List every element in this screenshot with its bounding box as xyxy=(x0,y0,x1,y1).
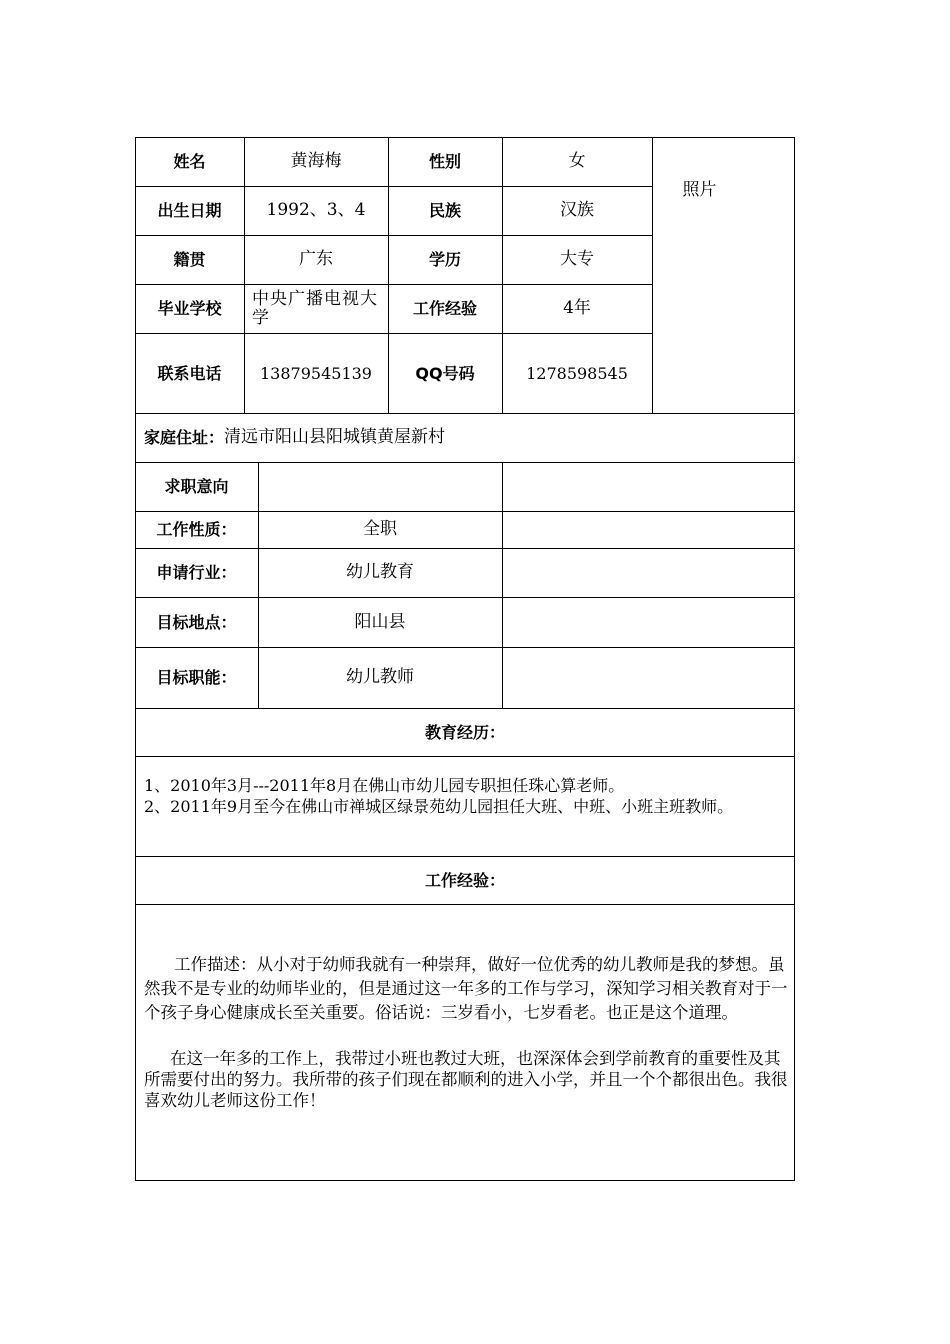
school-label: 毕业学校 xyxy=(157,299,222,318)
intent-value-location: 阳山县 xyxy=(354,611,406,632)
name-value: 黄海梅 xyxy=(290,151,342,171)
intent-label-location: 目标地点： xyxy=(156,612,237,632)
qq-label: QQ号码 xyxy=(415,363,475,383)
birth-value: 1992、3、4 xyxy=(266,200,366,220)
intent-value-work-type: 全职 xyxy=(363,519,397,539)
address-row xyxy=(144,413,784,462)
experience-label: 工作经验 xyxy=(412,299,477,318)
intent-label-industry: 申请行业： xyxy=(156,563,237,582)
column-divider xyxy=(502,462,503,708)
photo-placeholder: 照片 xyxy=(682,179,717,200)
work-experience-title: 工作经验： xyxy=(424,870,505,890)
native-place-label: 籍贯 xyxy=(173,250,206,269)
intent-label-function: 目标职能： xyxy=(156,668,237,687)
address-label: 家庭住址： xyxy=(144,428,225,447)
work-experience-paragraph: 工作描述：从小对于幼师我就有一种崇拜，做好一位优秀的幼儿教师是我的梦想。虽然我不是专业的幼师毕业的，但是通过这一年多的工作与学习，深知学习相关教育对于一个孩子身心健康成长至关重要。俗话说：三岁看小，七岁看老。也正是这个道理。 xyxy=(144,955,788,1022)
phone-value: 13879545139 xyxy=(260,363,372,383)
native-place-value: 广东 xyxy=(299,249,333,269)
gender-label: 性别 xyxy=(428,152,461,171)
education-history-item: 1、2010年3月---2011年8月在佛山市幼儿园专职担任珠心算老师。 xyxy=(144,776,625,795)
intent-value-function: 幼儿教师 xyxy=(346,667,414,687)
name-label: 姓名 xyxy=(173,152,206,171)
phone-label: 联系电话 xyxy=(157,363,222,383)
row-divider xyxy=(135,756,795,757)
qq-value: 1278598545 xyxy=(526,363,628,383)
education-value: 大专 xyxy=(560,249,594,269)
education-history-title: 教育经历： xyxy=(424,722,505,742)
job-intent-title: 求职意向 xyxy=(164,477,229,496)
intent-value-industry: 幼儿教育 xyxy=(346,562,414,582)
birth-label: 出生日期 xyxy=(157,201,222,220)
experience-value: 4年 xyxy=(563,298,591,318)
ethnicity-label: 民族 xyxy=(428,201,461,220)
gender-value: 女 xyxy=(568,151,586,171)
school-value: 中央广播电视大学 xyxy=(252,288,378,328)
row-divider xyxy=(135,904,795,905)
education-history-item: 2、2011年9月至今在佛山市禅城区绿景苑幼儿园担任大班、中班、小班主班教师。 xyxy=(144,797,734,816)
intent-label-work-type: 工作性质： xyxy=(156,520,237,539)
education-label: 学历 xyxy=(428,250,461,269)
ethnicity-value: 汉族 xyxy=(560,200,594,220)
address-value: 清远市阳山县阳城镇黄屋新村 xyxy=(224,427,446,447)
work-experience-paragraph: 在这一年多的工作上，我带过小班也教过大班，也深深体会到学前教育的重要性及其所需要付出的努力。我所带的孩子们现在都顺利的进入小学，并且一个个都很出色。我很喜欢幼儿老师这份工作！ xyxy=(144,1049,788,1110)
